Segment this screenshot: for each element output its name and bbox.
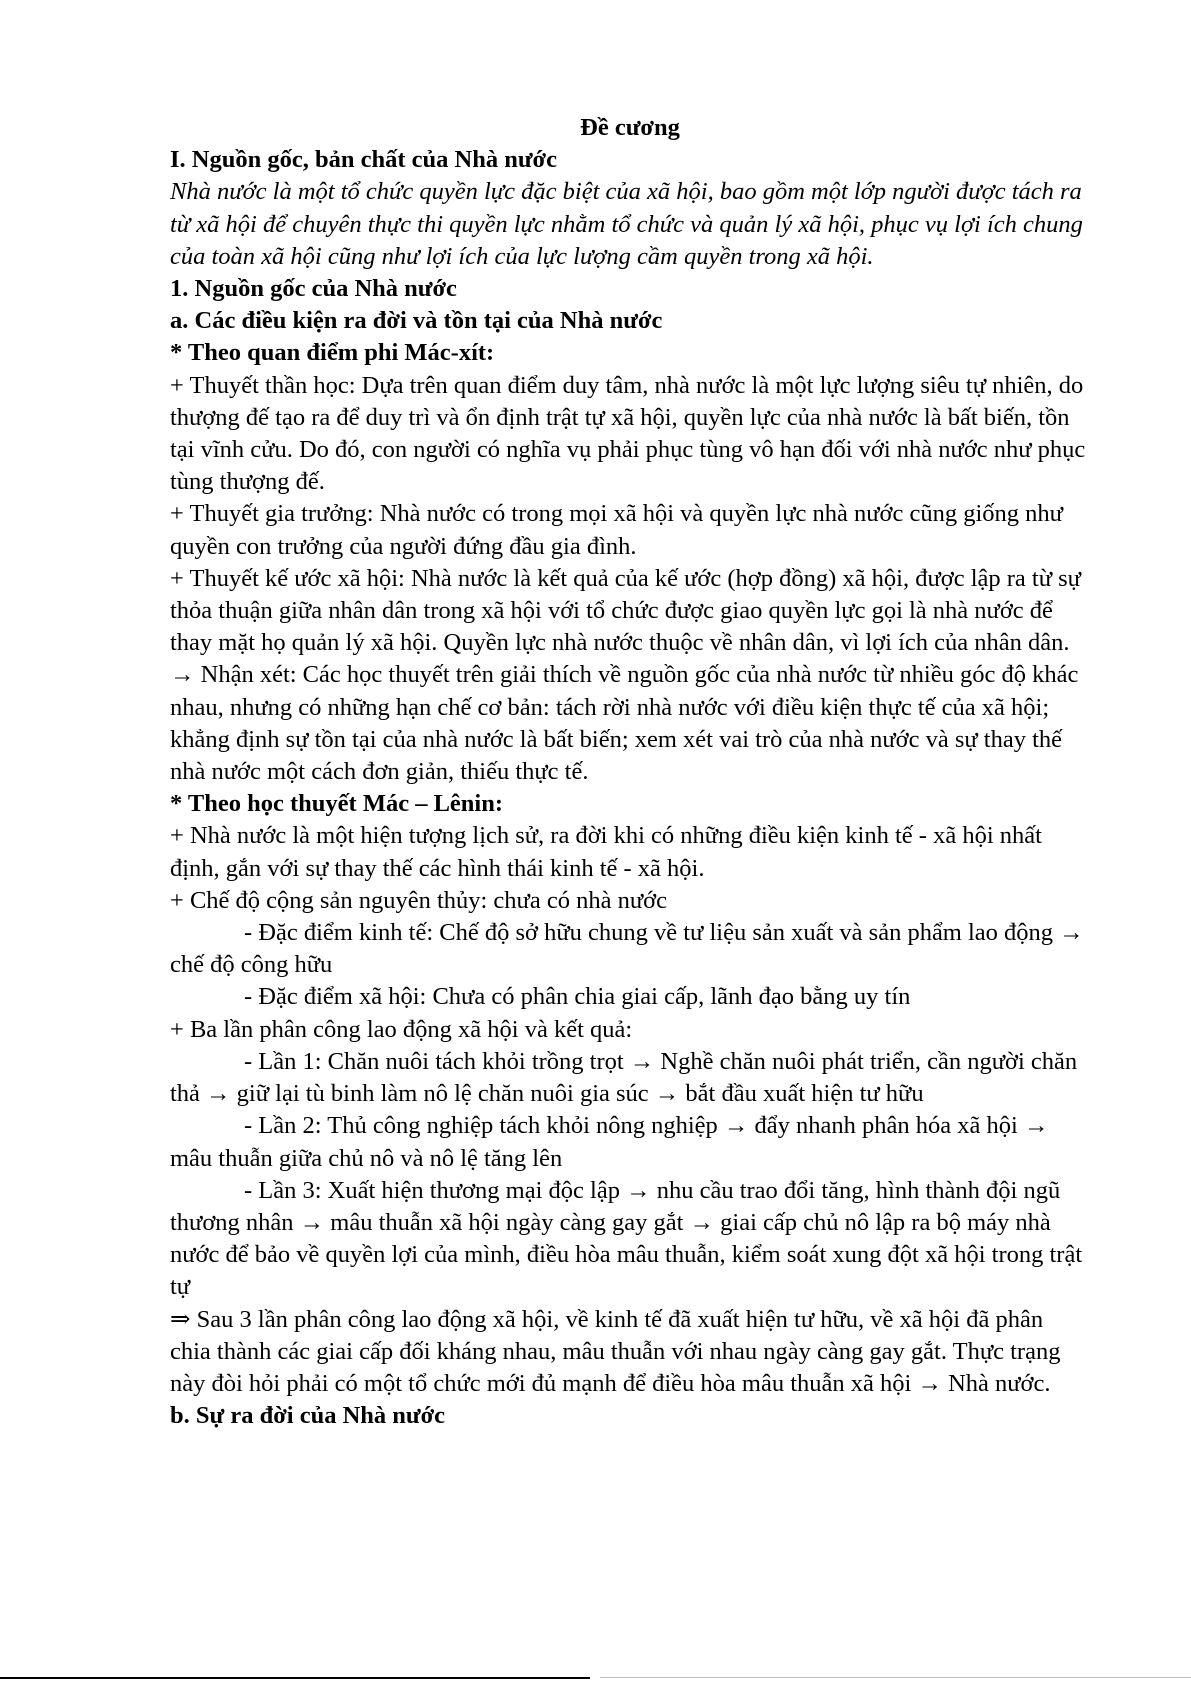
paragraph-social-contract-theory: + Thuyết kế ước xã hội: Nhà nước là kết quả của kế ước (hợp đồng) xã hội, được lập ra từ sự thỏa thuận giữa nhân dân trong xã hội với tổ chức được giao quyền lực gọi là nhà nước để thay mặt họ quản lý xã hội. Quyền lực nhà nước thuộc về nhân dân, vì lợi ích của nhân dân.: [170, 564, 1081, 657]
document-title: Đề cương: [580, 114, 680, 141]
page-bottom-divider: [0, 1677, 590, 1679]
paragraph-economic-trait: - Đặc điểm kinh tế: Chế độ sở hữu chung về tư liệu sản xuất và sản phẩm lao động → chế độ công hữu: [170, 919, 1084, 979]
paragraph-division-3: - Lần 3: Xuất hiện thương mại độc lập → nhu cầu trao đổi tăng, hình thành đội ngũ thương nhân → mâu thuẫn xã hội ngày càng gay gắt → giai cấp chủ nô lập ra bộ máy nhà nước để bảo về quyền lợi của mình, điều hòa mâu thuẫn, kiểm soát xung đột xã hội trong trật tự: [170, 1176, 1083, 1301]
paragraph-historical-phenomenon: + Nhà nước là một hiện tượng lịch sử, ra đời khi có những điều kiện kinh tế - xã hội nhất định, gắn với sự thay thế các hình thái kinh tế - xã hội.: [170, 822, 1042, 882]
page-bottom-divider-faint: [600, 1677, 1191, 1678]
paragraph-patriarchal-theory: + Thuyết gia trưởng: Nhà nước có trong mọi xã hội và quyền lực nhà nước cũng giống như quyền con trưởng của người đứng đầu gia đình.: [170, 500, 1063, 560]
subsection-heading-conditions: a. Các điều kiện ra đời và tồn tại của Nhà nước: [170, 307, 663, 335]
document-page: [170, 112, 1090, 1432]
subsection-heading-origin: 1. Nguồn gốc của Nhà nước: [170, 275, 457, 303]
paragraph-three-divisions: + Ba lần phân công lao động xã hội và kết quả:: [170, 1015, 633, 1043]
paragraph-remark: → Nhận xét: Các học thuyết trên giải thích về nguồn gốc của nhà nước từ nhiều góc độ khác nhau, nhưng có những hạn chế cơ bản: tách rời nhà nước với điều kiện thực tế của xã hội; khẳng định sự tồn tại của nhà nước là bất biến; xem xét vai trò của nhà nước và sự thay thế nhà nước một cách đơn giản, thiếu thực tế.: [170, 661, 1079, 786]
state-definition: Nhà nước là một tổ chức quyền lực đặc biệt của xã hội, bao gồm một lớp người được tách ra từ xã hội để chuyên thực thi quyền lực nhằm tổ chức và quản lý xã hội, phục vụ lợi ích chung của toàn xã hội cũng như lợi ích của lực lượng cầm quyền trong xã hội.: [170, 178, 1083, 270]
heading-non-marxist-view: * Theo quan điểm phi Mác-xít:: [170, 339, 495, 367]
paragraph-primitive-communism: + Chế độ cộng sản nguyên thủy: chưa có nhà nước: [170, 886, 667, 914]
subsection-heading-birth-of-state: b. Sự ra đời của Nhà nước: [170, 1402, 446, 1430]
heading-marxist-leninist-view: * Theo học thuyết Mác – Lênin:: [170, 790, 504, 818]
paragraph-conclusion: ⇒ Sau 3 lần phân công lao động xã hội, về kinh tế đã xuất hiện tư hữu, về xã hội đã phân chia thành các giai cấp đối kháng nhau, mâu thuẫn với nhau ngày càng gay gắt. Thực trạng này đòi hỏi phải có một tổ chức mới đủ mạnh để điều hòa mâu thuẫn xã hội → Nhà nước.: [170, 1305, 1061, 1397]
paragraph-division-2: - Lần 2: Thủ công nghiệp tách khỏi nông nghiệp → đẩy nhanh phân hóa xã hội → mâu thuẫn giữa chủ nô và nô lệ tăng lên: [170, 1112, 1049, 1172]
paragraph-theology-theory: + Thuyết thần học: Dựa trên quan điểm duy tâm, nhà nước là một lực lượng siêu tự nhiên, do thượng đế tạo ra để duy trì và ổn định trật tự xã hội, quyền lực của nhà nước là bất biến, tồn tại vĩnh cửu. Do đó, con người có nghĩa vụ phải phục tùng vô hạn đối với nhà nước như phục tùng thượng đế.: [170, 371, 1086, 496]
paragraph-social-trait: - Đặc điểm xã hội: Chưa có phân chia giai cấp, lãnh đạo bằng uy tín: [244, 983, 911, 1011]
paragraph-division-1: - Lần 1: Chăn nuôi tách khỏi trồng trọt → Nghề chăn nuôi phát triển, cần người chăn thả → giữ lại tù binh làm nô lệ chăn nuôi gia súc → bắt đầu xuất hiện tư hữu: [170, 1047, 1078, 1108]
section-heading-origin-nature: I. Nguồn gốc, bản chất của Nhà nước: [170, 146, 557, 174]
